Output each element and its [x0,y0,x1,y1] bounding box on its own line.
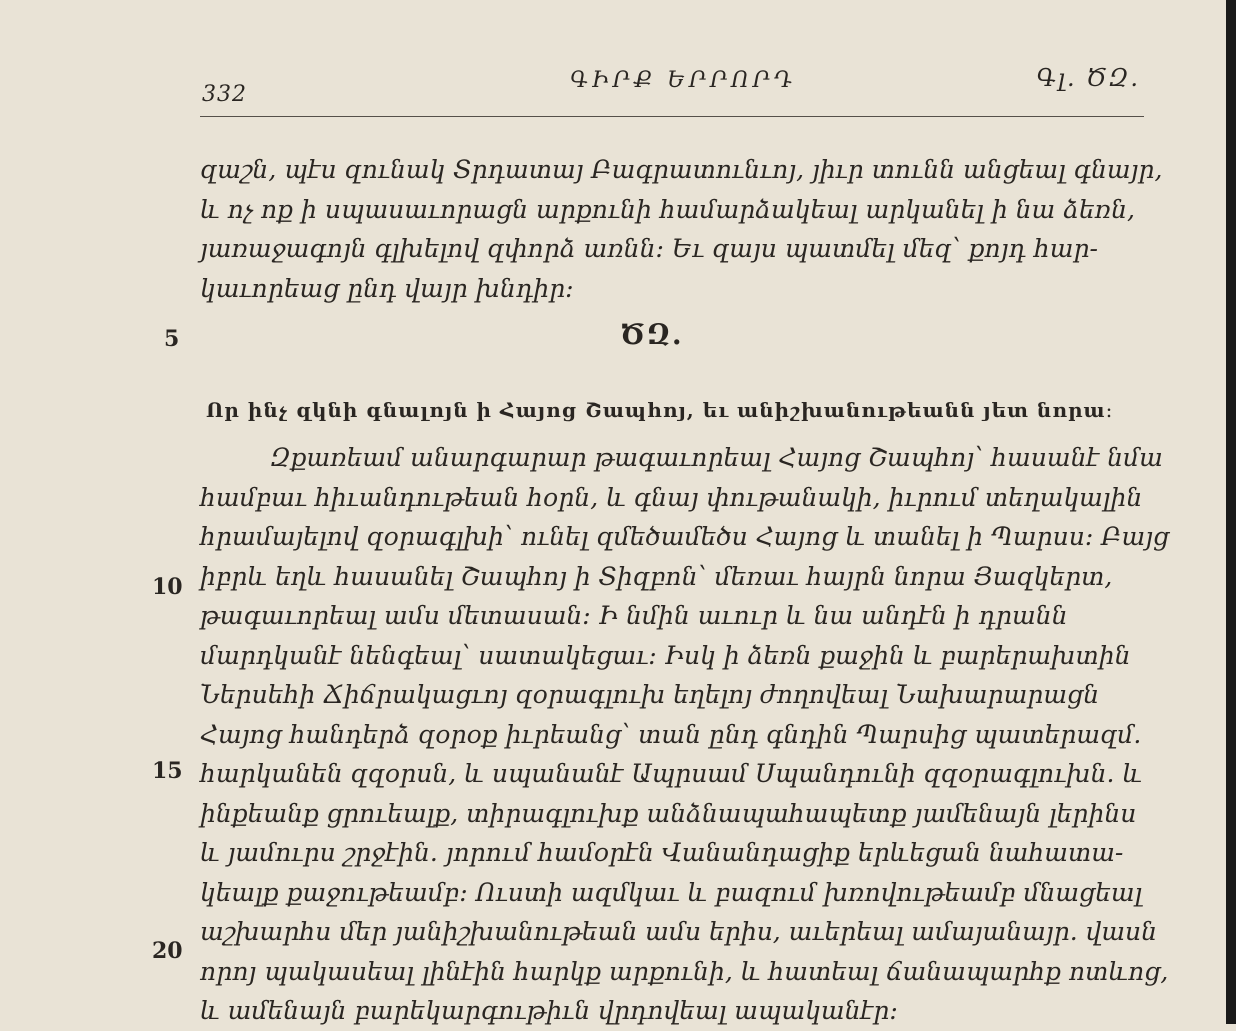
chapter-heading: ԾԶ. [620,318,684,351]
section-reference: Գլ. ԾԶ. [1036,64,1140,92]
text-line: Հայոց հանդերձ զօրօք իւրեանց՝ տան ընդ գնդին Պարսից պատերազմ. [200,719,1142,749]
text-line: մարդկանէ նենգեալ՝ սատակեցաւ։ Իսկ ի ձեռն քաջին և բարերախտին [200,640,1131,670]
text-line: և ոչ ոք ի սպասաւորացն արքունի համարձակեալ արկանել ի նա ձեռն, [200,194,1135,224]
text-line: հրամայելով զօրագլխի՝ ունել զմեծամեծս Հայոց և տանել ի Պարսս։ Բայց [200,522,1170,551]
book-title: ԳԻՐՔ ԵՐՐՈՐԴ [570,68,796,93]
body-paragraph [200,438,1170,1031]
text-line: իբրև եղև հասանել Շապհոյ ի Տիզբոն՝ մեռաւ հայրն նորա Յազկերտ, [200,561,1113,591]
text-line: կաւորեաց ընդ վայր խնդիր։ [200,273,574,303]
text-line: և յամուրս շրջէին. յորում համօրէն Վանանդացիք երևեցան նահատա- [200,838,1124,867]
margin-line-number: 15 [152,758,183,784]
text-line: ինքեանք ցրուեալք, տիրագլուխք անձնապահապետք յամենայն լերինս [200,798,1137,828]
text-line: զաշն, պէս զունակ Տրդատայ Բագրատունւոյ, յիւր տունն անցեալ գնայր, [200,155,1163,184]
text-line: թագաւորեալ ամս մետասան։ Ի նմին աւուր և նա անդէն ի դրանն [200,601,1068,630]
margin-line-number: 20 [152,938,183,964]
text-line: համբաւ հիւանդութեան հօրն, և գնայ փութանակի, իւրում տեղակալին [200,482,1143,512]
text-line: աշխարհս մեր յանիշխանութեան ամս երիս, աւերեալ ամայանայր. վասն [200,917,1158,946]
text-line: յառաջագոյն գլխելով զփորձ առնն։ Եւ զայս պատմել մեզ՝ քոյդ հար- [200,234,1098,263]
margin-line-number: 5 [164,326,180,352]
text-line: և ամենայն բարեկարգութիւն վրդովեալ ապականէր։ [200,996,898,1025]
text-line: Զքառեամ անարգարար թագաւորեալ Հայոց Շապհոյ՝ հասանէ նմա [270,443,1163,472]
page-edge [1226,0,1236,1024]
intro-paragraph [200,150,1163,308]
margin-line-number: 10 [152,574,183,600]
text-line: որոյ պակասեալ լինէին հարկք արքունի, և հատեալ ճանապարհք ոտևոց, [200,956,1169,986]
text-line: հարկանեն զզօրսն, և սպանանէ Ապրսամ Սպանդունի զզօրագլուխն. և [200,759,1143,788]
text-line: կեալք քաջութեամբ։ Ուստի ազմկաւ և բազում խռովութեամբ մնացեալ [200,877,1143,907]
page-number: 332 [202,82,247,107]
chapter-subtitle: Որ ինչ զկնի գնալոյն ի Հայոց Շապհոյ, եւ անիշխանութեանն յետ նորա։ [206,398,1114,422]
header-rule [200,116,1144,117]
running-head [200,62,1144,108]
text-line: Ներսեհի Ճիճրակացւոյ զօրագլուխ եղելոյ ժողովեալ Նախարարացն [200,680,1100,709]
